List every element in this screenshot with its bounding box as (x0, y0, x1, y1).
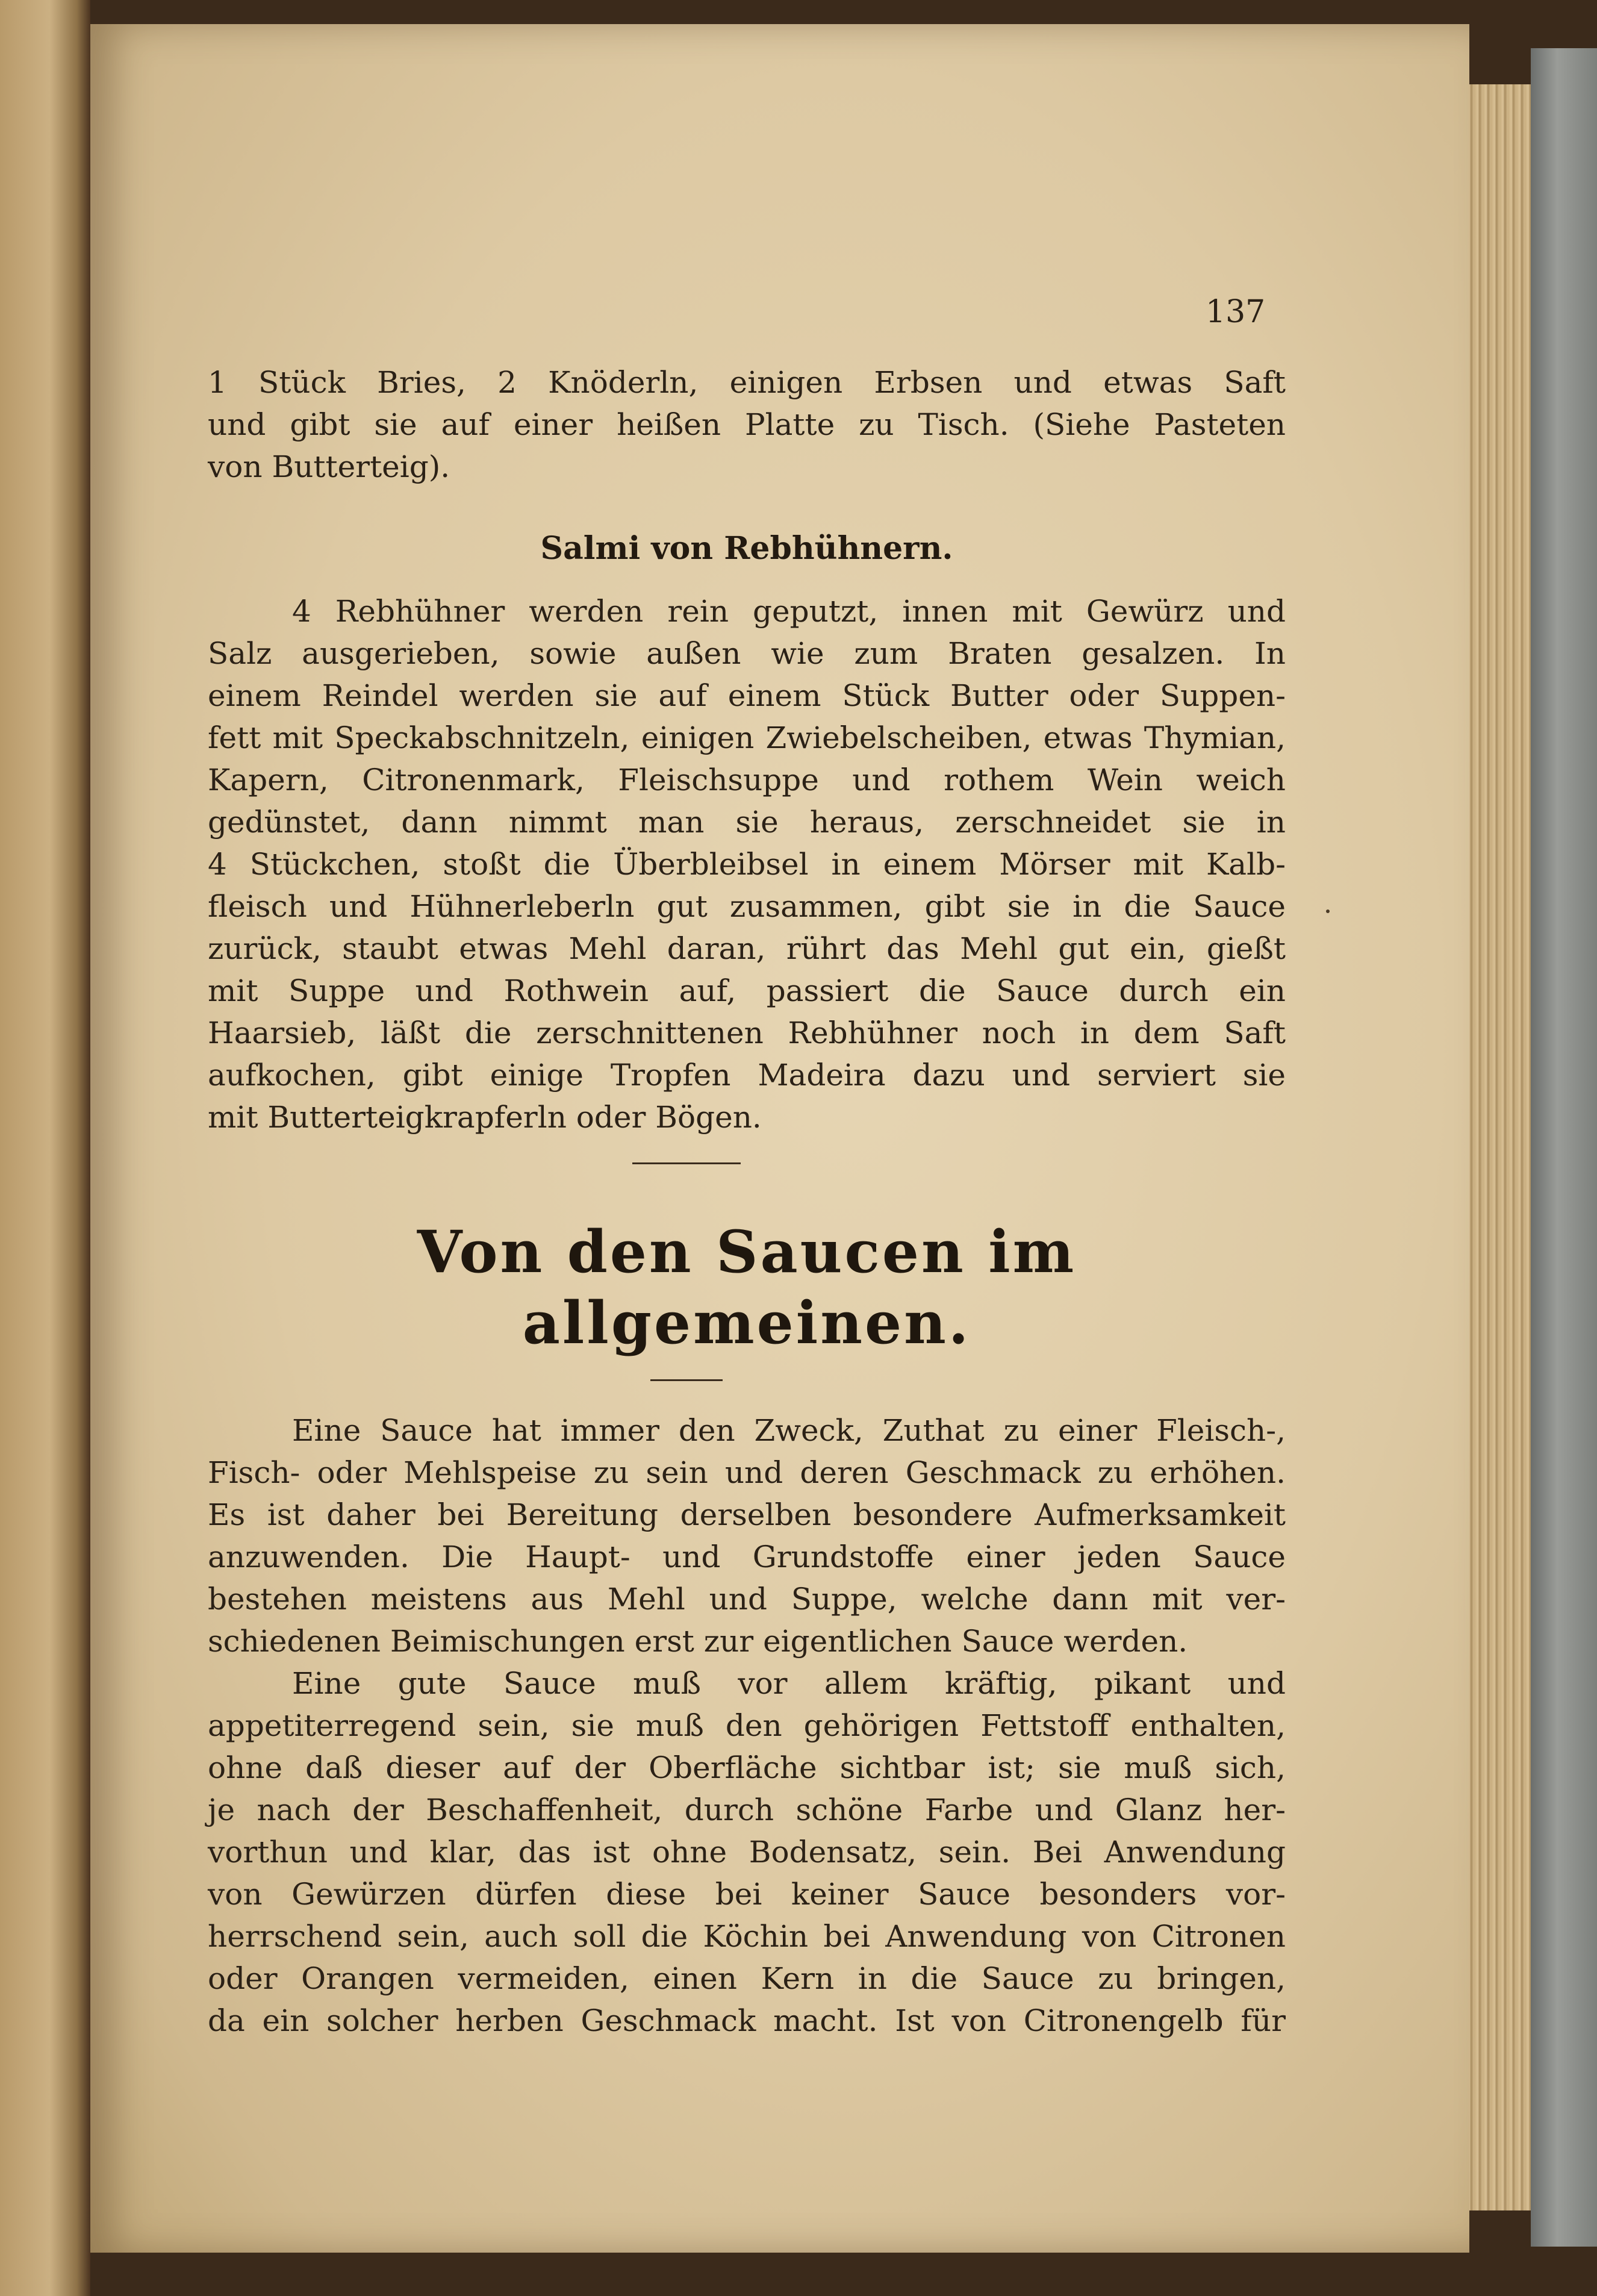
text-line: bestehen meistens aus Mehl und Suppe, welche dann mit ver- (208, 1582, 1286, 1617)
text-line: anzuwenden. Die Haupt- und Grundstoffe einer jeden Sauce (208, 1540, 1286, 1574)
chapter-title-line-2: allgemeinen. (522, 1289, 971, 1357)
text-line: appetiterregend sein, sie muß den gehörigen Fettstoff enthalten, (208, 1708, 1286, 1743)
chapter-body (208, 1409, 1286, 2042)
text-line: gedünstet, dann nimmt man sie heraus, zerschneidet sie in (208, 805, 1286, 840)
chapter-title-line-1: Von den Saucen im (417, 1218, 1077, 1286)
text-line: von Gewürzen dürfen diese bei keiner Sauce besonders vor- (208, 1877, 1286, 1912)
text-line: Es ist daher bei Bereitung derselben besondere Aufmerksamkeit (208, 1497, 1286, 1532)
ink-speck (1326, 909, 1330, 913)
text-line: 1 Stück Bries, 2 Knöderln, einigen Erbsen und etwas Saft (208, 365, 1286, 400)
text-line: einem Reindel werden sie auf einem Stück Butter oder Suppen- (208, 678, 1286, 713)
text-line: schiedenen Beimischungen erst zur eigentlichen Sauce werden. (208, 1624, 1188, 1659)
text-line: und gibt sie auf einer heißen Platte zu Tisch. (Siehe Pasteten (208, 407, 1286, 442)
recipe-paragraph (208, 590, 1286, 1138)
text-line: aufkochen, gibt einige Tropfen Madeira dazu und serviert sie (208, 1058, 1286, 1093)
text-line: da ein solcher herben Geschmack macht. Ist von Citronengelb für (208, 2003, 1286, 2038)
text-line: ohne daß dieser auf der Oberfläche sichtbar ist; sie muß sich, (208, 1750, 1286, 1785)
text-line: 4 Rebhühner werden rein geputzt, innen mit Gewürz und (292, 594, 1286, 629)
text-line: fleisch und Hühnerleberln gut zusammen, gibt sie in die Sauce (208, 889, 1286, 924)
text-line: je nach der Beschaffenheit, durch schöne Farbe und Glanz her- (208, 1792, 1286, 1827)
page-stack-edge (1457, 84, 1539, 2210)
section-divider (632, 1162, 741, 1164)
text-line: vorthun und klar, das ist ohne Bodensatz, sein. Bei Anwendung (208, 1835, 1286, 1870)
book-page (90, 24, 1469, 2253)
page-number: 137 (1206, 294, 1266, 330)
text-line: Fisch- oder Mehlspeise zu sein und deren Geschmack zu erhöhen. (208, 1455, 1286, 1490)
text-line: zurück, staubt etwas Mehl daran, rührt das Mehl gut ein, gießt (208, 931, 1286, 966)
text-line: Kapern, Citronenmark, Fleischsuppe und rothem Wein weich (208, 763, 1286, 797)
text-line: fett mit Speckabschnitzeln, einigen Zwiebelscheiben, etwas Thymian, (208, 720, 1286, 755)
book-cover-edge (1531, 48, 1597, 2247)
text-line: mit Suppe und Rothwein auf, passiert die Sauce durch ein (208, 973, 1286, 1008)
text-line: mit Butterteigkrapferln oder Bögen. (208, 1100, 762, 1135)
text-line: 4 Stückchen, stoßt die Überbleibsel in einem Mörser mit Kalb- (208, 847, 1286, 882)
text-line: Eine gute Sauce muß vor allem kräftig, pikant und (292, 1666, 1286, 1701)
text-line: von Butterteig). (208, 449, 450, 484)
previous-page-edge (0, 0, 90, 2296)
text-line: Salz ausgerieben, sowie außen wie zum Braten gesalzen. In (208, 636, 1286, 671)
recipe-title: Salmi von Rebhühnern. (540, 530, 953, 567)
continuation-paragraph (208, 361, 1286, 488)
chapter-divider (650, 1379, 723, 1381)
text-line: Haarsieb, läßt die zerschnittenen Rebhühner noch in dem Saft (208, 1015, 1286, 1050)
text-line: herrschend sein, auch soll die Köchin bei Anwendung von Citronen (208, 1919, 1286, 1954)
text-line: oder Orangen vermeiden, einen Kern in die Sauce zu bringen, (208, 1961, 1286, 1996)
text-line: Eine Sauce hat immer den Zweck, Zuthat zu einer Fleisch-, (292, 1413, 1286, 1448)
